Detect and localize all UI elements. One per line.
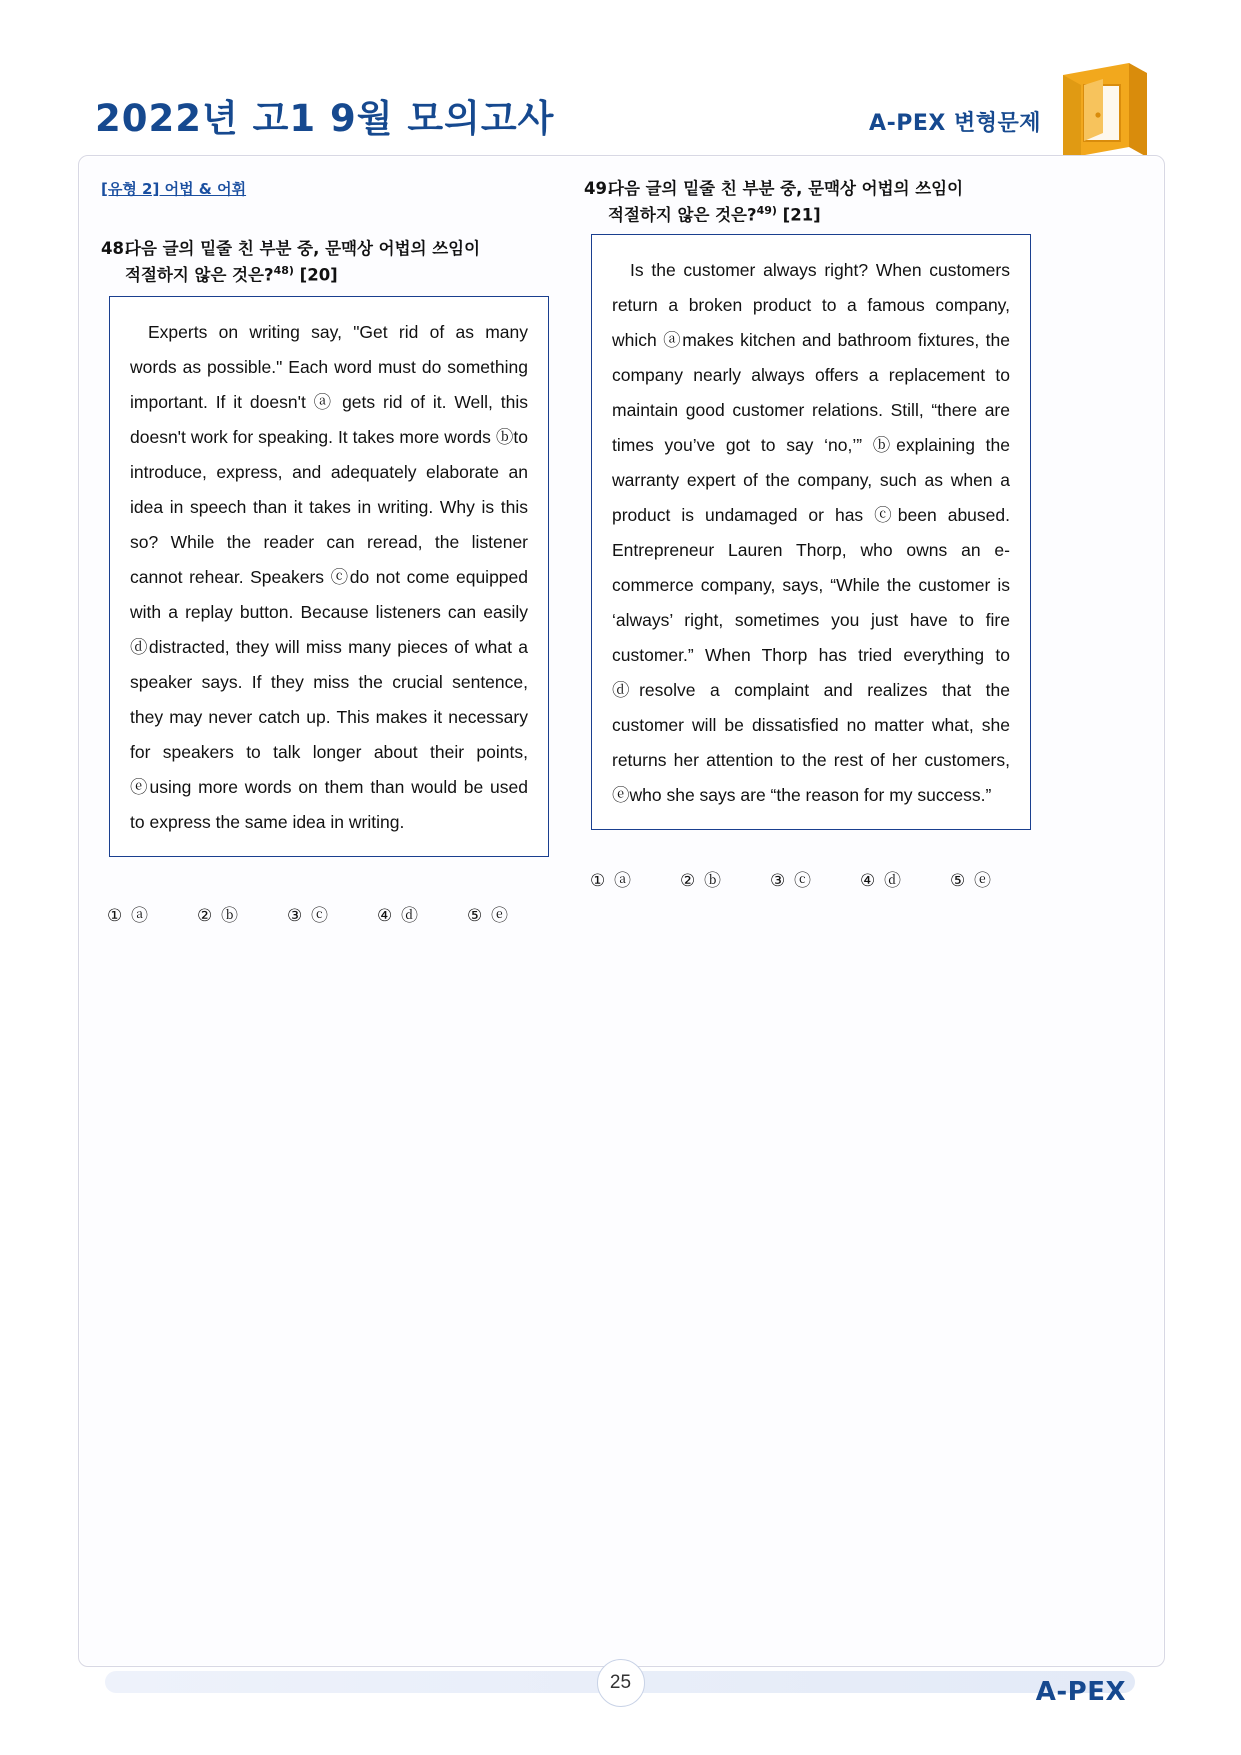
question-49-prompt-line2: 적절하지 않은 것은? — [608, 205, 757, 225]
question-48-prompt-line1: 다음 글의 밑줄 친 부분 중, 문맥상 어법의 쓰임이 — [125, 239, 481, 258]
worksheet-body — [78, 155, 1165, 1667]
choice-2[interactable]: ② ⓑ — [680, 871, 723, 890]
question-48-prompt-line2: 적절하지 않은 것은? — [125, 265, 274, 285]
question-49-choices — [584, 866, 1046, 891]
question-49-number: 49. — [584, 179, 614, 198]
question-49-passage-text: Is the customer always right? When customers return a broken product to a famous company, which ⓐmakes kitchen and bathroom fixtures, the company nearly always offers a replacement to maintain good customer relations. Still, “there are times you’ve got to say ‘no,’” ⓑexplaining the warranty expert of the company, such as when a product is undamaged or has ⓒbeen abused. Entrepreneur Lauren Thorp, who owns an e-commerce company, says, “While the customer is ‘always’ right, sometimes you just have to fire customer.” When Thorp has tried everything to ⓓresolve a complaint and realizes that the customer will be dissatisfied no matter what, she returns her attention to the rest of her customers, ⓔwho she says are “the reason for my success.” — [612, 260, 1010, 805]
question-48-heading — [101, 236, 551, 288]
question-48-passage — [109, 296, 549, 857]
question-48-choices — [101, 901, 563, 926]
choice-5[interactable]: ⑤ ⓔ — [467, 906, 510, 925]
choice-4[interactable]: ④ ⓓ — [860, 871, 903, 890]
question-49-tag: [21] — [782, 205, 821, 225]
question-49-heading — [584, 176, 1039, 228]
question-48-number: 48. — [101, 239, 131, 258]
choice-3[interactable]: ③ ⓒ — [770, 871, 813, 890]
choice-2[interactable]: ② ⓑ — [197, 906, 240, 925]
question-49-passage — [591, 234, 1031, 830]
question-48-footnote: 48) — [273, 263, 294, 277]
brand-badge: A-PEX 변형문제 — [869, 111, 1041, 136]
choice-1[interactable]: ① ⓐ — [107, 906, 150, 925]
choice-1[interactable]: ① ⓐ — [590, 871, 633, 890]
footer-logo: A-PEX — [1035, 1677, 1126, 1707]
question-49-prompt-line1: 다음 글의 밑줄 친 부분 중, 문맥상 어법의 쓰임이 — [608, 179, 964, 198]
question-48-passage-text: Experts on writing say, "Get rid of as many words as possible." Each word must do something important. If it doesn't ⓐ gets rid of it. Well, this doesn't work for speaking. It takes more words ⓑto introduce, express, and adequately elaborate an idea in speech than it takes in writing. Why is this so? While the reader can reread, the listener cannot rehear. Speakers ⓒdo not come equipped with a replay button. Because listeners can easily ⓓdistracted, they will miss many pieces of what a speaker says. If they miss the crucial sentence, they may never catch up. This makes it necessary for speakers to talk longer about their points, ⓔusing more words on them than would be used to express the same idea in writing. — [130, 322, 528, 832]
question-49-footnote: 49) — [756, 203, 777, 217]
page-title: 2022년 고1 9월 모의고사 — [95, 97, 555, 140]
page-number: 25 — [597, 1659, 645, 1707]
choice-5[interactable]: ⑤ ⓔ — [950, 871, 993, 890]
book-icon — [1051, 55, 1156, 165]
question-48-tag: [20] — [299, 265, 338, 285]
section-tag: [유형 2] 어법 & 어휘 — [101, 180, 247, 198]
choice-4[interactable]: ④ ⓓ — [377, 906, 420, 925]
choice-3[interactable]: ③ ⓒ — [287, 906, 330, 925]
